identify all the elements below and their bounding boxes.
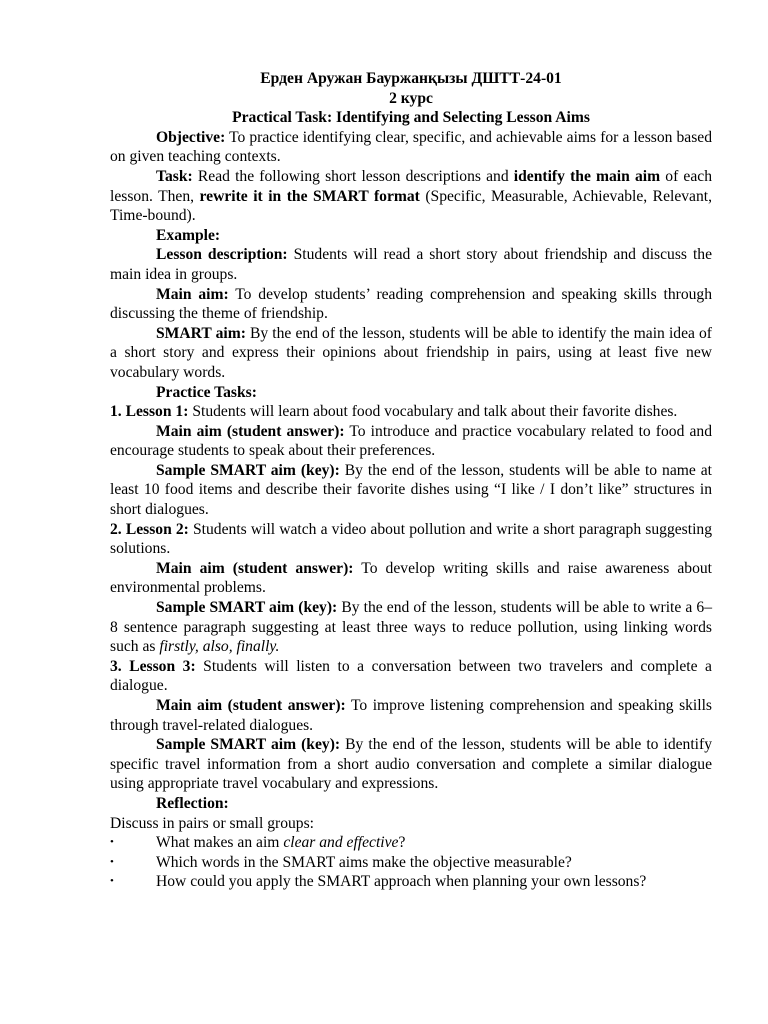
task-text-1: Read the following short lesson descriptions and	[192, 167, 514, 185]
lesson-2-text: Students will watch a video about pollution and write a short paragraph suggesting solutions.	[110, 520, 712, 558]
objective-text: To practice identifying clear, specific, and achievable aims for a lesson based on given teaching contexts.	[110, 128, 712, 166]
practice-heading-text: Practice Tasks:	[156, 383, 257, 401]
lesson-2-smart-aim-text: By the end of the lesson, students will be able to write a 6–8 sentence paragraph suggesting at least three ways to reduce pollution, using linking words such as	[110, 599, 713, 656]
example-smart-aim-label: SMART aim:	[156, 324, 246, 342]
author-line: Ерден Аружан Бауржанқызы ДШТТ-24-01	[260, 70, 562, 87]
reflection-question-2	[110, 853, 712, 873]
task-text-3: (Specific, Measurable, Achievable, Relevant, Time-bound).	[110, 187, 712, 225]
example-main-aim-label: Main aim:	[156, 285, 229, 303]
practice-heading	[110, 383, 712, 403]
lesson-1-smart-aim-label: Sample SMART aim (key):	[156, 461, 340, 479]
example-heading-text: Example:	[156, 226, 221, 244]
reflection-heading-text: Reflection:	[156, 794, 229, 812]
reflection-q1-text: What makes an aim	[156, 834, 284, 852]
task-paragraph	[110, 167, 712, 226]
reflection-intro: Discuss in pairs or small groups:	[110, 814, 315, 832]
lesson-3-smart-aim-label: Sample SMART aim (key):	[156, 736, 341, 754]
example-smart-aim	[110, 324, 712, 383]
document-title: Practical Task: Identifying and Selecting Lesson Aims	[232, 109, 590, 127]
task-bold-1: identify the main aim	[513, 167, 661, 185]
lesson-2-smart-aim	[110, 598, 712, 657]
lesson-2-linking-words: firstly, also, finally.	[159, 638, 280, 656]
lesson-2-main-aim	[110, 559, 712, 598]
lesson-1-smart-aim-text: By the end of the lesson, students will be able to name at least 10 food items and describe their favorite dishes using “I like / I don’t like” structures in short dialogues.	[110, 461, 712, 519]
lesson-3-description	[110, 657, 712, 696]
reflection-q1-italic: clear and effective	[283, 834, 399, 852]
task-label: Task:	[156, 167, 193, 185]
lesson-3-main-aim-label: Main aim (student answer):	[156, 697, 346, 714]
objective-label: Objective:	[156, 128, 226, 146]
course-line: 2 курс	[389, 89, 433, 107]
lesson-2-description	[110, 520, 712, 559]
bullet-icon: •	[110, 855, 114, 868]
lesson-3-main-aim-text: To improve listening comprehension and speaking skills through travel-related dialogues.	[110, 697, 713, 734]
lesson-1-main-aim-text: To introduce and practice vocabulary related to food and encourage students to speak about their preferences.	[110, 422, 713, 460]
reflection-q1-end: ?	[398, 834, 406, 852]
example-description	[110, 245, 712, 284]
lesson-1-label: 1. Lesson 1:	[110, 403, 189, 421]
reflection-q2-text: Which words in the SMART aims make the objective measurable?	[156, 853, 572, 871]
example-smart-aim-text: By the end of the lesson, students will be able to identify the main idea of a short story and express their opinions about friendship in pairs, using at least five new vocabulary words.	[110, 324, 713, 381]
reflection-question-3	[110, 872, 712, 892]
lesson-1-description	[110, 402, 712, 422]
lesson-1-main-aim	[110, 422, 712, 461]
reflection-heading	[110, 794, 712, 814]
lesson-3-text: Students will listen to a conversation between two travelers and complete a dialogue.	[110, 657, 712, 695]
objective-paragraph	[110, 128, 712, 167]
example-description-label: Lesson description:	[156, 246, 288, 264]
example-main-aim	[110, 285, 712, 324]
lesson-2-smart-aim-label: Sample SMART aim (key):	[156, 599, 338, 617]
reflection-question-1	[110, 833, 712, 853]
reflection-q3-text: How could you apply the SMART approach when planning your own lessons?	[156, 873, 647, 891]
lesson-3-smart-aim	[110, 735, 712, 794]
lesson-1-main-aim-label: Main aim (student answer):	[156, 422, 345, 440]
lesson-2-label: 2. Lesson 2:	[110, 520, 189, 538]
example-description-text: Students will read a short story about friendship and discuss the main idea in groups.	[110, 246, 712, 283]
lesson-3-main-aim	[110, 696, 712, 735]
lesson-2-main-aim-text: To develop writing skills and raise awareness about environmental problems.	[110, 559, 712, 597]
bullet-icon: •	[110, 836, 114, 849]
lesson-2-main-aim-label: Main aim (student answer):	[156, 559, 354, 577]
example-main-aim-text: To develop students’ reading comprehension and speaking skills through discussing the theme of friendship.	[110, 285, 713, 323]
lesson-1-smart-aim	[110, 461, 712, 520]
example-heading	[110, 226, 712, 246]
lesson-1-text: Students will learn about food vocabulary and talk about their favorite dishes.	[188, 403, 678, 421]
lesson-3-smart-aim-text: By the end of the lesson, students will be able to identify specific travel information from a short audio conversation and complete a similar dialogue using appropriate travel vocabulary and expressions.	[110, 736, 712, 793]
lesson-3-label: 3. Lesson 3:	[110, 657, 196, 675]
task-text-2: of each lesson. Then,	[110, 167, 712, 205]
task-bold-2: rewrite it in the SMART format	[199, 187, 420, 205]
bullet-icon: •	[110, 875, 114, 888]
document-body	[110, 69, 712, 892]
